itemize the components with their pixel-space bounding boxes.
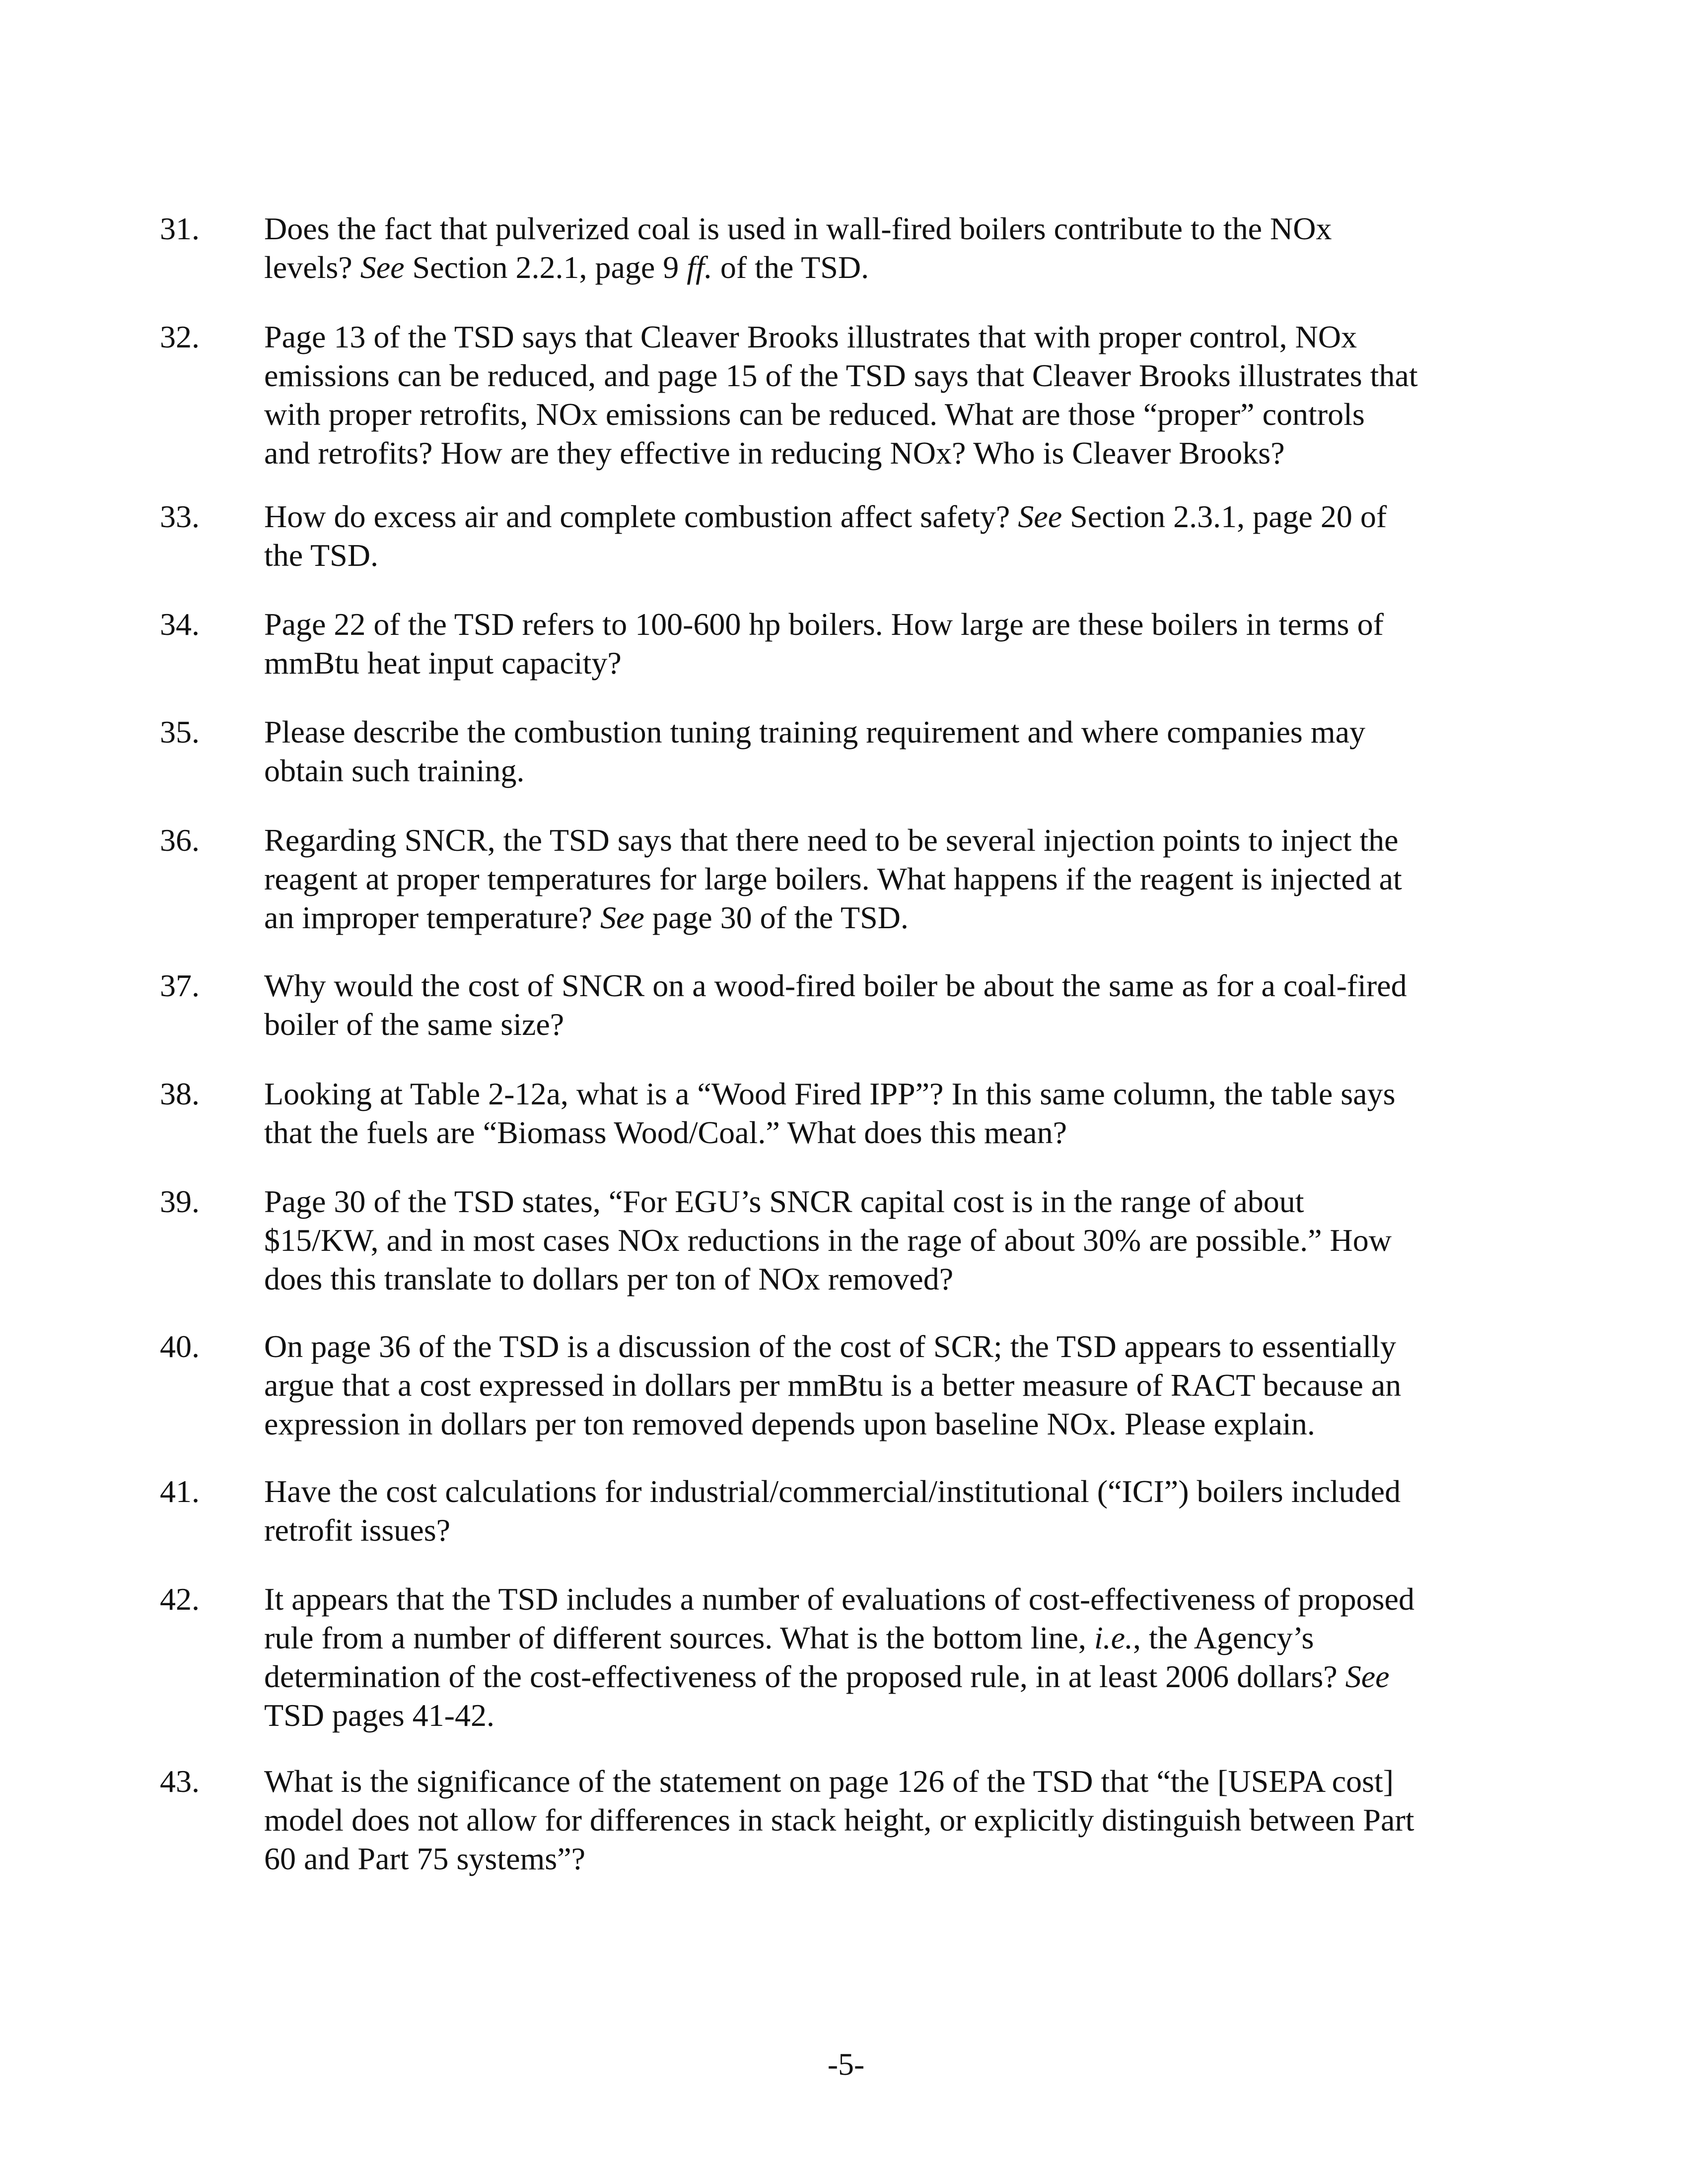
italic-text-run: See: [600, 900, 644, 935]
text-run: expression in dollars per ton removed depends upon baseline NOx. Please explain.: [264, 1406, 1315, 1441]
text-run: an improper temperature?: [264, 900, 600, 935]
question-item: [0, 1472, 1692, 1550]
question-line: [264, 434, 1535, 473]
italic-text-run: See: [1018, 499, 1062, 534]
question-line: [264, 860, 1535, 898]
question-line: [264, 497, 1535, 536]
question-line: [264, 1113, 1535, 1152]
question-line: [264, 605, 1535, 644]
text-run: page 30 of the TSD.: [644, 900, 909, 935]
italic-text-run: ff.: [687, 250, 712, 285]
question-item: [0, 713, 1692, 790]
question-line: [264, 821, 1535, 860]
text-run: It appears that the TSD includes a number of evaluations of cost-effectiveness of proposed: [264, 1581, 1414, 1617]
question-number: 43.: [160, 1764, 200, 1799]
italic-text-run: See: [360, 250, 405, 285]
question-item: [0, 1182, 1692, 1298]
question-number: 35.: [160, 714, 200, 750]
text-run: Looking at Table 2-12a, what is a “Wood Fired IPP”? In this same column, the table says: [264, 1076, 1396, 1111]
question-line: [264, 898, 1535, 937]
question-line: [264, 1801, 1535, 1840]
question-text: [264, 1075, 1535, 1152]
question-text: [264, 605, 1535, 682]
question-line: [264, 536, 1535, 575]
question-line: [264, 1580, 1535, 1619]
text-run: retrofit issues?: [264, 1512, 450, 1548]
question-line: [264, 1840, 1535, 1878]
question-number: 34.: [160, 607, 200, 642]
question-item: [0, 209, 1692, 287]
text-run: Section 2.3.1, page 20 of: [1062, 499, 1387, 534]
question-item: [0, 605, 1692, 682]
text-run: Page 13 of the TSD says that Cleaver Brooks illustrates that with proper control, NOx: [264, 319, 1357, 354]
text-run: model does not allow for differences in stack height, or explicitly distinguish between Part: [264, 1802, 1414, 1838]
question-text: [264, 1762, 1535, 1878]
page-number: -5-: [827, 2047, 865, 2082]
question-line: [264, 644, 1535, 682]
question-number: 33.: [160, 499, 200, 534]
question-line: [264, 356, 1535, 395]
question-number: 40.: [160, 1329, 200, 1364]
question-line: [264, 209, 1535, 248]
text-run: On page 36 of the TSD is a discussion of the cost of SCR; the TSD appears to essentially: [264, 1329, 1397, 1364]
text-run: emissions can be reduced, and page 15 of the TSD says that Cleaver Brooks illustrates that: [264, 358, 1418, 393]
question-text: [264, 318, 1535, 473]
text-run: with proper retrofits, NOx emissions can be reduced. What are those “proper” controls: [264, 397, 1365, 432]
question-text: [264, 209, 1535, 287]
question-text: [264, 821, 1535, 937]
question-number: 31.: [160, 211, 200, 246]
text-run: What is the significance of the statement on page 126 of the TSD that “the [USEPA cost]: [264, 1764, 1394, 1799]
text-run: How do excess air and complete combustion affect safety?: [264, 499, 1018, 534]
question-item: [0, 966, 1692, 1044]
question-text: [264, 1472, 1535, 1550]
question-line: [264, 1075, 1535, 1113]
text-run: Why would the cost of SNCR on a wood-fired boiler be about the same as for a coal-fired: [264, 968, 1407, 1003]
italic-text-run: i.e.: [1094, 1620, 1133, 1655]
question-line: [264, 713, 1535, 751]
text-run: boiler of the same size?: [264, 1007, 564, 1042]
text-run: levels?: [264, 250, 360, 285]
question-text: [264, 1580, 1535, 1735]
question-number: 39.: [160, 1184, 200, 1219]
question-line: [264, 1366, 1535, 1405]
question-text: [264, 713, 1535, 790]
question-line: [264, 1182, 1535, 1221]
text-run: the TSD.: [264, 538, 378, 573]
text-run: Page 30 of the TSD states, “For EGU’s SNCR capital cost is in the range of about: [264, 1184, 1304, 1219]
text-run: Page 22 of the TSD refers to 100-600 hp boilers. How large are these boilers in terms of: [264, 607, 1384, 642]
text-run: rule from a number of different sources. What is the bottom line,: [264, 1620, 1094, 1655]
text-run: Please describe the combustion tuning training requirement and where companies may: [264, 714, 1365, 750]
question-line: [264, 1260, 1535, 1298]
question-text: [264, 497, 1535, 575]
question-line: [264, 1472, 1535, 1511]
text-run: reagent at proper temperatures for large boilers. What happens if the reagent is injected at: [264, 861, 1402, 896]
text-run: mmBtu heat input capacity?: [264, 645, 622, 681]
question-number: 42.: [160, 1581, 200, 1617]
question-line: [264, 1657, 1535, 1696]
text-run: Regarding SNCR, the TSD says that there need to be several injection points to inject the: [264, 822, 1399, 858]
question-line: [264, 1405, 1535, 1443]
question-number: 32.: [160, 319, 200, 354]
text-run: determination of the cost-effectiveness of the proposed rule, in at least 2006 dollars?: [264, 1659, 1345, 1694]
text-run: obtain such training.: [264, 753, 525, 788]
question-line: [264, 248, 1535, 287]
text-run: Have the cost calculations for industrial/commercial/institutional (“ICI”) boilers included: [264, 1474, 1401, 1509]
question-line: [264, 1327, 1535, 1366]
question-line: [264, 1696, 1535, 1735]
question-item: [0, 318, 1692, 473]
question-item: [0, 1762, 1692, 1878]
question-item: [0, 497, 1692, 575]
question-line: [264, 1762, 1535, 1801]
question-line: [264, 395, 1535, 434]
question-line: [264, 318, 1535, 356]
text-run: , the Agency’s: [1133, 1620, 1314, 1655]
question-line: [264, 1221, 1535, 1260]
question-line: [264, 751, 1535, 790]
question-item: [0, 1580, 1692, 1735]
question-text: [264, 1182, 1535, 1298]
text-run: Section 2.2.1, page 9: [404, 250, 687, 285]
text-run: $15/KW, and in most cases NOx reductions in the rage of about 30% are possible.” How: [264, 1223, 1392, 1258]
text-run: TSD pages 41-42.: [264, 1698, 494, 1733]
text-run: that the fuels are “Biomass Wood/Coal.” What does this mean?: [264, 1115, 1067, 1150]
question-line: [264, 1511, 1535, 1550]
italic-text-run: See: [1345, 1659, 1390, 1694]
text-run: argue that a cost expressed in dollars per mmBtu is a better measure of RACT because an: [264, 1367, 1402, 1403]
question-item: [0, 1075, 1692, 1152]
question-number: 41.: [160, 1474, 200, 1509]
text-run: 60 and Part 75 systems”?: [264, 1841, 585, 1876]
question-item: [0, 1327, 1692, 1443]
question-line: [264, 966, 1535, 1005]
question-item: [0, 821, 1692, 937]
question-number: 37.: [160, 968, 200, 1003]
question-text: [264, 966, 1535, 1044]
question-line: [264, 1619, 1535, 1657]
text-run: does this translate to dollars per ton of NOx removed?: [264, 1261, 954, 1297]
question-number: 38.: [160, 1076, 200, 1111]
text-run: Does the fact that pulverized coal is used in wall-fired boilers contribute to the NOx: [264, 211, 1332, 246]
question-text: [264, 1327, 1535, 1443]
text-run: of the TSD.: [712, 250, 869, 285]
question-line: [264, 1005, 1535, 1044]
question-number: 36.: [160, 822, 200, 858]
text-run: and retrofits? How are they effective in reducing NOx? Who is Cleaver Brooks?: [264, 435, 1285, 471]
